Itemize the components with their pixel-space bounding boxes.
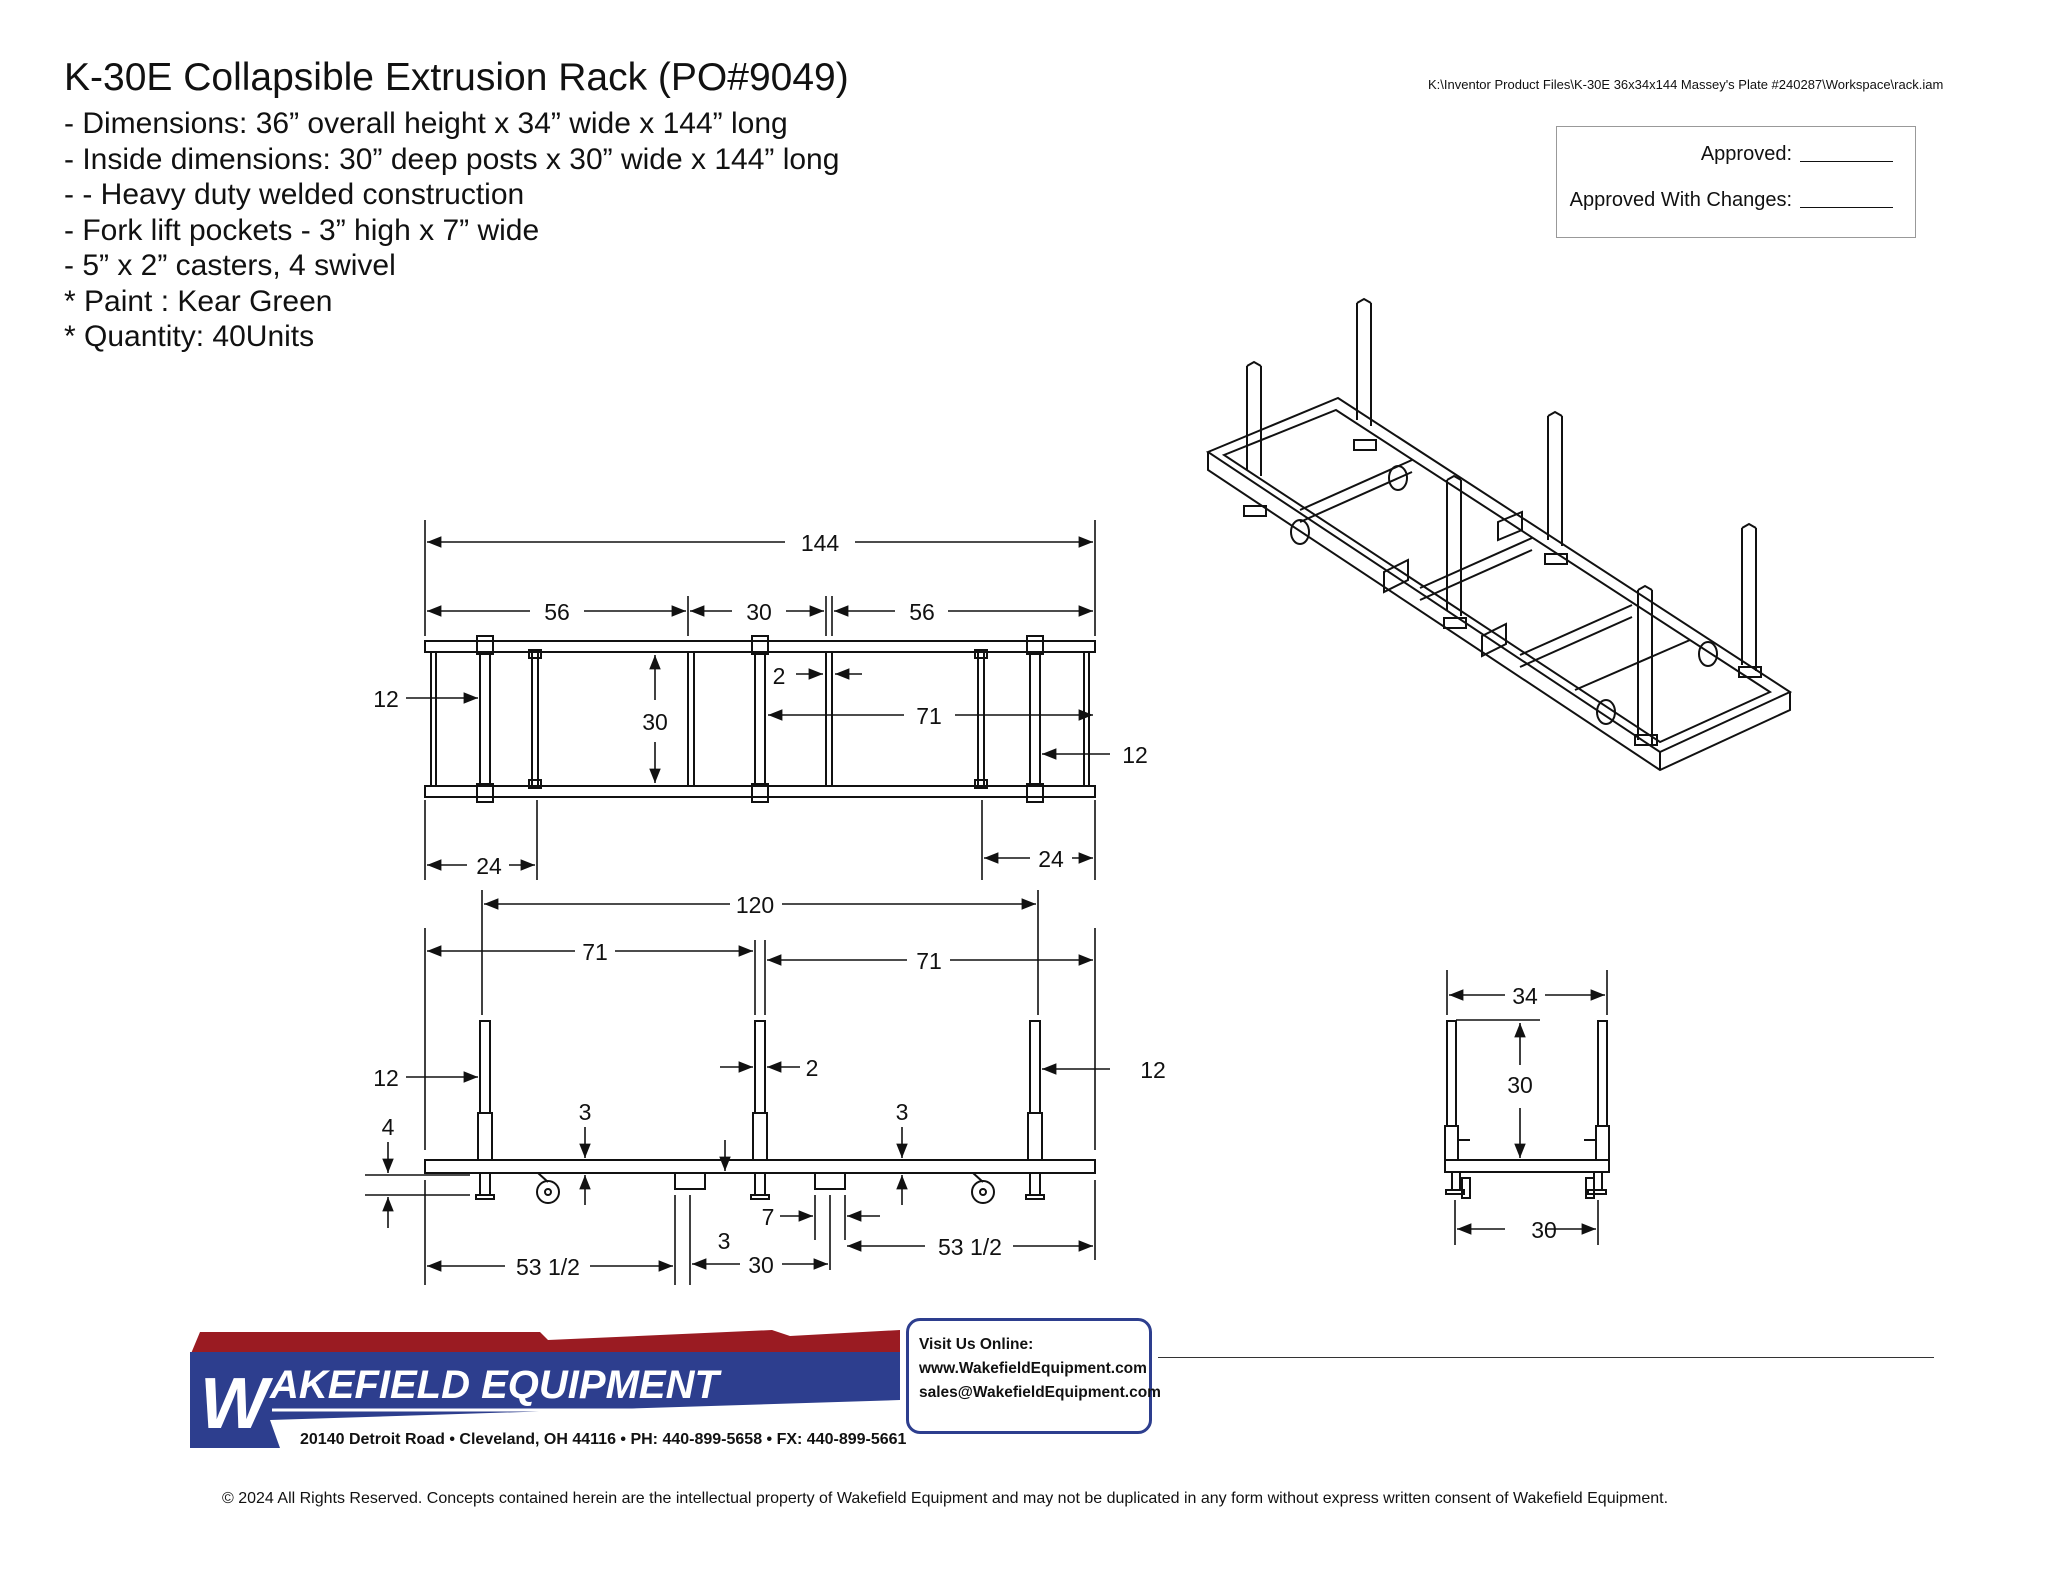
website-link[interactable]: www.WakefieldEquipment.com <box>919 1360 1147 1377</box>
dim-right-span: 71 <box>916 948 942 974</box>
spec-item: - 5” x 2” casters, 4 swivel <box>64 249 396 282</box>
dim-pocket-spacing: 30 <box>748 1252 774 1278</box>
company-address: 20140 Detroit Road • Cleveland, OH 44116 • PH: 440-899-5658 • FX: 440-899-5661 <box>300 1431 907 1448</box>
spec-item: * Quantity: 40Units <box>64 320 315 353</box>
dim-overall-length: 144 <box>800 530 840 556</box>
end-view-labels <box>1507 983 1557 1243</box>
dim-height-left: 4 <box>381 1114 395 1140</box>
side-view <box>425 1021 1095 1203</box>
dim-center: 30 <box>746 599 772 625</box>
dim-left-bottom: 53 1/2 <box>516 1254 580 1280</box>
dim-inside-width: 30 <box>1531 1217 1557 1243</box>
copyright-notice: © 2024 All Rights Reserved. Concepts contained herein are the intellectual property of Wakefield Equipment and may not be duplicated in any form without express written consent of Wakefield Equipment. <box>222 1490 1669 1507</box>
drawing-title: K-30E Collapsible Extrusion Rack (PO#9049) <box>64 56 849 99</box>
dim-left-span: 71 <box>582 939 608 965</box>
isometric-view <box>1208 299 1790 770</box>
dim-right-bottom: 53 1/2 <box>938 1234 1002 1260</box>
dim-post-height: 30 <box>1507 1072 1533 1098</box>
dim-end-left: 56 <box>544 599 570 625</box>
contact-box <box>906 1318 1161 1434</box>
end-view <box>1445 1021 1609 1198</box>
spec-item: - Inside dimensions: 30” deep posts x 30” wide x 144” long <box>64 142 840 176</box>
dim-post-to-end: 71 <box>916 703 942 729</box>
dim-post-spacing: 120 <box>735 892 775 918</box>
dim-end-right: 56 <box>909 599 935 625</box>
dim-right-offset: 12 <box>1122 742 1148 768</box>
spec-item: * Paint : Kear Green <box>64 284 333 318</box>
logo-company: AKEFIELD EQUIPMENT <box>270 1363 719 1407</box>
approved-label: Approved: <box>1700 143 1792 165</box>
dim-left-offset: 12 <box>373 686 399 712</box>
spec-item: - - Heavy duty welded construction <box>64 178 525 211</box>
dim-pocket-gap-height: 3 <box>717 1228 731 1254</box>
dim-side-post-width: 2 <box>805 1055 819 1081</box>
visit-label: Visit Us Online: <box>919 1336 1034 1353</box>
approved-with-changes-label: Approved With Changes: <box>1569 189 1792 211</box>
dim-pocket-height-right: 3 <box>895 1099 909 1125</box>
footer-rule <box>1158 1357 1934 1358</box>
dim-side-right-offset: 12 <box>1140 1057 1166 1083</box>
dim-width: 30 <box>642 709 668 735</box>
end-view-dimensions <box>1447 970 1607 1245</box>
top-view-dimensions <box>406 520 1110 880</box>
dim-pocket-height-left: 3 <box>578 1099 592 1125</box>
dim-post-width: 2 <box>772 663 786 689</box>
spec-item: - Fork lift pockets - 3” high x 7” wide <box>64 213 540 247</box>
side-view-dimensions <box>365 890 1110 1285</box>
spec-item: - Dimensions: 36” overall height x 34” wide x 144” long <box>64 107 788 140</box>
logo-initial: W <box>200 1364 268 1444</box>
dim-caster-right: 24 <box>1038 846 1064 872</box>
file-path: K:\Inventor Product Files\K-30E 36x34x144 Massey's Plate #240287\Workspace\rack.iam <box>1428 77 1944 92</box>
top-view <box>425 636 1095 802</box>
dim-side-left-offset: 12 <box>373 1065 399 1091</box>
dim-caster-left: 24 <box>476 853 502 879</box>
dim-overall-width: 34 <box>1512 983 1538 1009</box>
email-link[interactable]: sales@WakefieldEquipment.com <box>919 1384 1161 1401</box>
dim-pocket-width: 7 <box>761 1204 775 1230</box>
